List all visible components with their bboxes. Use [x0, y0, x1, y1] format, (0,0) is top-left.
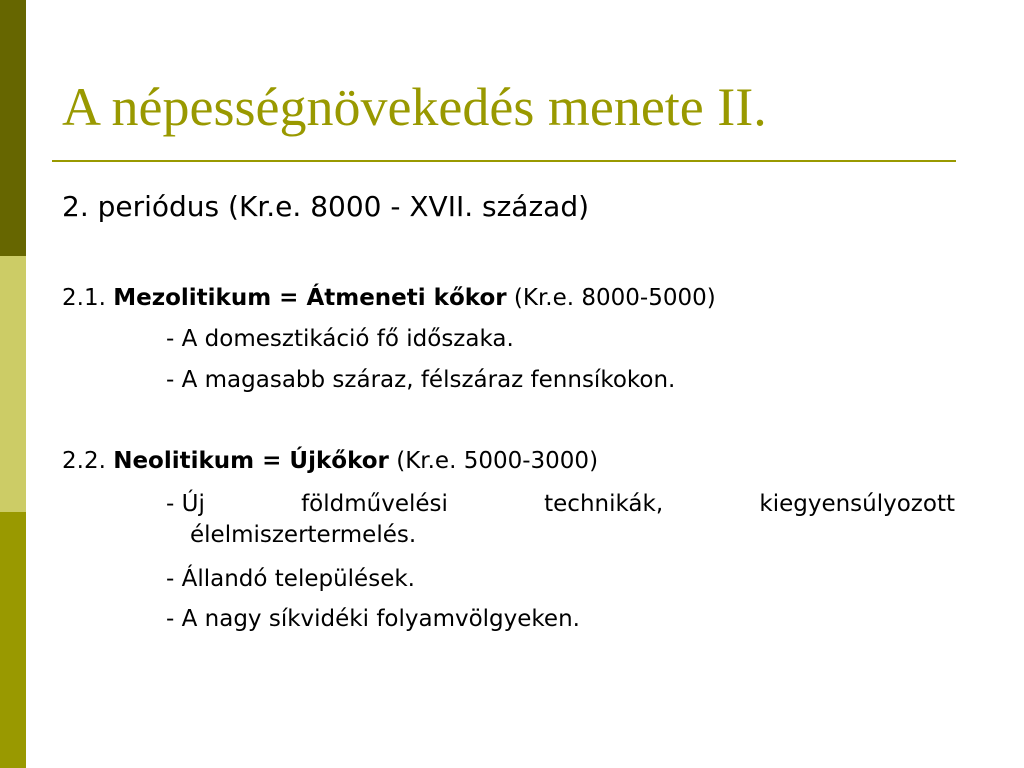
section-1-number: 2.1.	[62, 285, 106, 311]
section-1-item: - A domesztikáció fő időszaka.	[166, 326, 514, 352]
sidebar-segment-middle	[0, 256, 26, 512]
justified-word: technikák,	[544, 491, 664, 517]
section-2-range: (Kr.e. 5000-3000)	[396, 448, 599, 474]
section-1-range: (Kr.e. 8000-5000)	[513, 285, 716, 311]
justified-word: kiegyensúlyozott	[759, 491, 955, 517]
period-line: 2. periódus (Kr.e. 8000 - XVII. század)	[62, 190, 590, 223]
sidebar-segment-bottom	[0, 512, 26, 768]
slide-title: A népességnövekedés menete II.	[62, 77, 767, 137]
justified-continuation: élelmiszertermelés.	[190, 522, 417, 548]
sidebar-segment-top	[0, 0, 26, 256]
section-2-item: - Állandó települések.	[166, 566, 415, 592]
sidebar-decoration	[0, 0, 26, 768]
section-1-heading	[62, 285, 716, 311]
justified-row	[166, 488, 955, 520]
section-2-item-justified	[166, 488, 955, 551]
section-2-name: Neolitikum = Újkőkor	[113, 448, 389, 474]
section-1-item: - A magasabb száraz, félszáraz fennsíkokon.	[166, 367, 676, 393]
title-divider	[52, 160, 956, 162]
section-2-number: 2.2.	[62, 448, 106, 474]
section-2-heading	[62, 448, 598, 474]
justified-word: - Új	[166, 491, 205, 517]
section-2-item: - A nagy síkvidéki folyamvölgyeken.	[166, 606, 580, 632]
section-1-name: Mezolitikum = Átmeneti kőkor	[113, 285, 507, 311]
justified-word: földművelési	[301, 491, 448, 517]
